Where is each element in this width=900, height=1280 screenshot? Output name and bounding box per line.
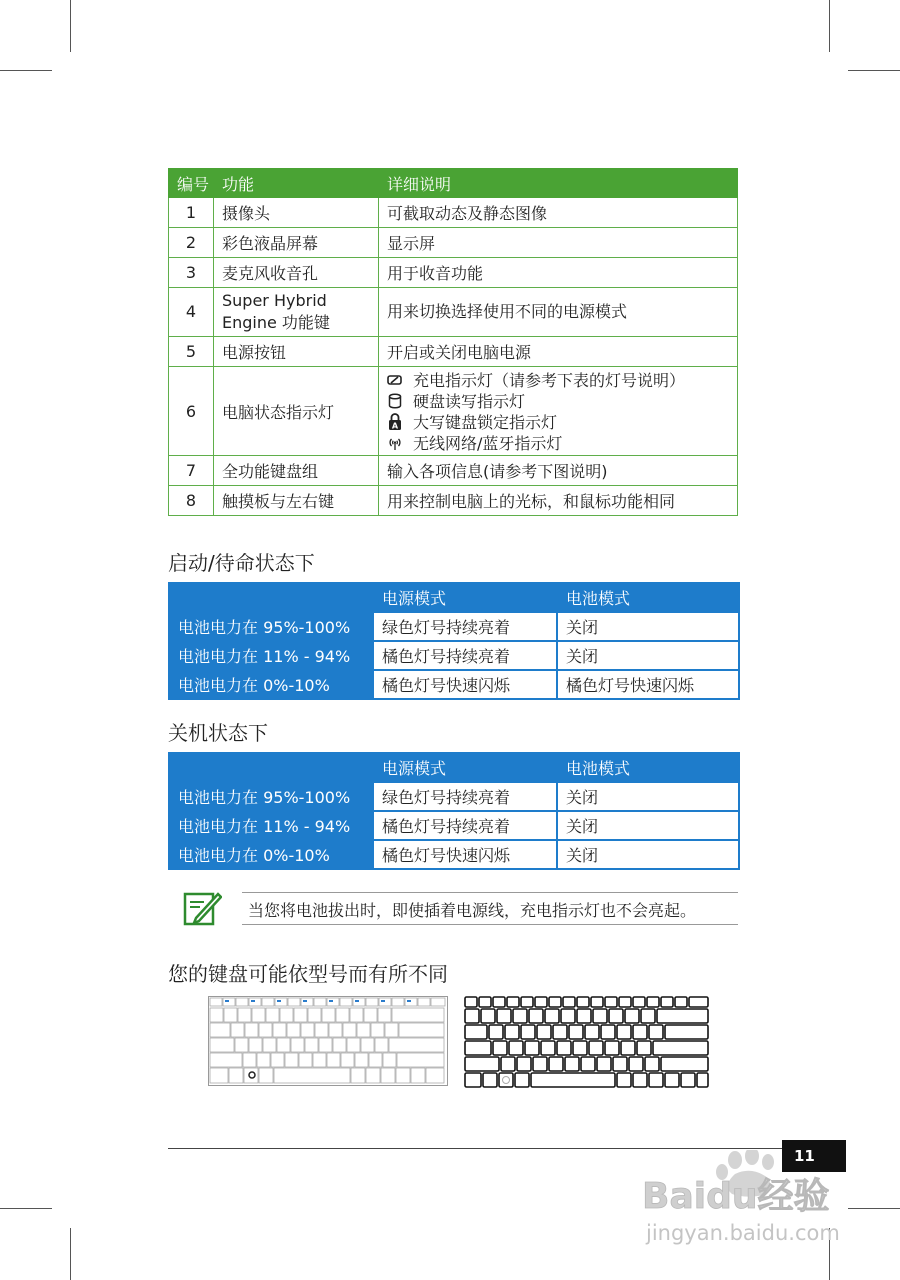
- note-divider: [242, 892, 738, 893]
- row-desc: 用来切换选择使用不同的电源模式: [379, 288, 738, 337]
- header-blank: [169, 753, 373, 782]
- led-table-header: [169, 583, 739, 612]
- led-table-on: [168, 582, 740, 700]
- led-table-off: [168, 752, 740, 870]
- header-battery: 电池模式: [557, 583, 739, 612]
- table-row: [169, 670, 739, 699]
- table-row: [169, 228, 738, 258]
- crop-mark: [0, 70, 52, 71]
- row-label: 电池电力在 11% - 94%: [169, 641, 373, 670]
- crop-mark: [0, 1208, 52, 1209]
- row-func: 电源按钮: [214, 337, 379, 367]
- row-label: 电池电力在 11% - 94%: [169, 811, 373, 840]
- row-func: 触摸板与左右键: [214, 486, 379, 516]
- indicator-item: [387, 432, 729, 453]
- indicator-item: [387, 390, 729, 411]
- led-table-header: [169, 753, 739, 782]
- row-battery: 关闭: [557, 612, 739, 641]
- table-row: [169, 486, 738, 516]
- row-desc: 输入各项信息(请参考下图说明): [379, 456, 738, 486]
- indicator-text: 大写键盘锁定指示灯: [413, 413, 558, 432]
- row-num: 8: [169, 486, 214, 516]
- table-row: [169, 367, 738, 456]
- page-number: 11: [782, 1140, 846, 1172]
- note-text: 当您将电池拔出时，即使插着电源线，充电指示灯也不会亮起。: [248, 901, 697, 920]
- crop-mark: [848, 70, 900, 71]
- keyboard-diagram-labeled: [208, 996, 448, 1086]
- table-row: [169, 840, 739, 869]
- crop-mark: [70, 0, 71, 52]
- crop-mark: [70, 1228, 71, 1280]
- caps-lock-icon: [387, 414, 403, 430]
- indicator-item: [387, 411, 729, 432]
- section-title-on: 启动/待命状态下: [168, 551, 315, 575]
- baidu-watermark: [640, 1150, 850, 1250]
- table-row: [169, 811, 739, 840]
- table-row: [169, 612, 739, 641]
- row-battery: 橘色灯号快速闪烁: [557, 670, 739, 699]
- row-label: 电池电力在 95%-100%: [169, 612, 373, 641]
- row-num: 1: [169, 198, 214, 228]
- row-battery: 关闭: [557, 840, 739, 869]
- row-num: 3: [169, 258, 214, 288]
- indicator-text: 硬盘读写指示灯: [413, 392, 526, 411]
- table-row: [169, 782, 739, 811]
- table-row: [169, 288, 738, 337]
- row-func: 彩色液晶屏幕: [214, 228, 379, 258]
- note-icon: [182, 888, 222, 928]
- row-ac: 橘色灯号快速闪烁: [373, 840, 557, 869]
- row-battery: 关闭: [557, 811, 739, 840]
- row-ac: 绿色灯号持续亮着: [373, 612, 557, 641]
- header-blank: [169, 583, 373, 612]
- watermark-brand: Baidu经验: [642, 1176, 830, 1217]
- row-num: 5: [169, 337, 214, 367]
- row-num: 6: [169, 367, 214, 456]
- table-row: [169, 198, 738, 228]
- indicator-list: [379, 367, 738, 456]
- row-func: 全功能键盘组: [214, 456, 379, 486]
- row-desc: 开启或关闭电脑电源: [379, 337, 738, 367]
- table-row: [169, 337, 738, 367]
- row-desc: 可截取动态及静态图像: [379, 198, 738, 228]
- row-battery: 关闭: [557, 641, 739, 670]
- wireless-icon: [387, 435, 403, 451]
- row-label: 电池电力在 95%-100%: [169, 782, 373, 811]
- indicator-text: 充电指示灯（请参考下表的灯号说明）: [413, 371, 686, 390]
- watermark-url: jingyan.baidu.com: [646, 1221, 840, 1245]
- crop-mark: [829, 0, 830, 52]
- indicator-item: [387, 369, 729, 390]
- row-func-line2: Engine 功能键: [222, 313, 330, 332]
- row-num: 2: [169, 228, 214, 258]
- hard-disk-icon: [387, 393, 403, 409]
- indicator-text: 无线网络/蓝牙指示灯: [413, 434, 563, 453]
- crop-mark: [848, 1208, 900, 1209]
- row-func: 电脑状态指示灯: [214, 367, 379, 456]
- row-func: 麦克风收音孔: [214, 258, 379, 288]
- row-desc: 用于收音功能: [379, 258, 738, 288]
- row-label: 电池电力在 0%-10%: [169, 840, 373, 869]
- svg-text:A: A: [391, 421, 399, 430]
- row-desc: 用来控制电脑上的光标，和鼠标功能相同: [379, 486, 738, 516]
- table-row: [169, 456, 738, 486]
- feature-table: [168, 168, 738, 516]
- row-desc: 显示屏: [379, 228, 738, 258]
- row-ac: 橘色灯号持续亮着: [373, 641, 557, 670]
- note-box: [168, 882, 738, 934]
- battery-charge-icon: [387, 372, 403, 388]
- table-row: [169, 641, 739, 670]
- row-num: 4: [169, 288, 214, 337]
- header-battery: 电池模式: [557, 753, 739, 782]
- keyboard-section-title: 您的键盘可能依型号而有所不同: [168, 962, 448, 986]
- header-ac: 电源模式: [373, 583, 557, 612]
- row-num: 7: [169, 456, 214, 486]
- header-num: 编号: [169, 169, 214, 198]
- header-ac: 电源模式: [373, 753, 557, 782]
- row-func: 摄像头: [214, 198, 379, 228]
- row-battery: 关闭: [557, 782, 739, 811]
- section-title-off: 关机状态下: [168, 721, 268, 745]
- row-label: 电池电力在 0%-10%: [169, 670, 373, 699]
- feature-table-header: [169, 169, 738, 198]
- note-divider: [242, 924, 738, 925]
- header-func: 功能: [214, 169, 379, 198]
- keyboard-diagram-backlit: [464, 996, 710, 1088]
- row-func: [214, 288, 379, 337]
- table-row: [169, 258, 738, 288]
- row-func-line1: Super Hybrid: [222, 291, 327, 310]
- header-desc: 详细说明: [379, 169, 738, 198]
- row-ac: 绿色灯号持续亮着: [373, 782, 557, 811]
- footer-divider: [168, 1148, 788, 1149]
- row-ac: 橘色灯号持续亮着: [373, 811, 557, 840]
- row-ac: 橘色灯号快速闪烁: [373, 670, 557, 699]
